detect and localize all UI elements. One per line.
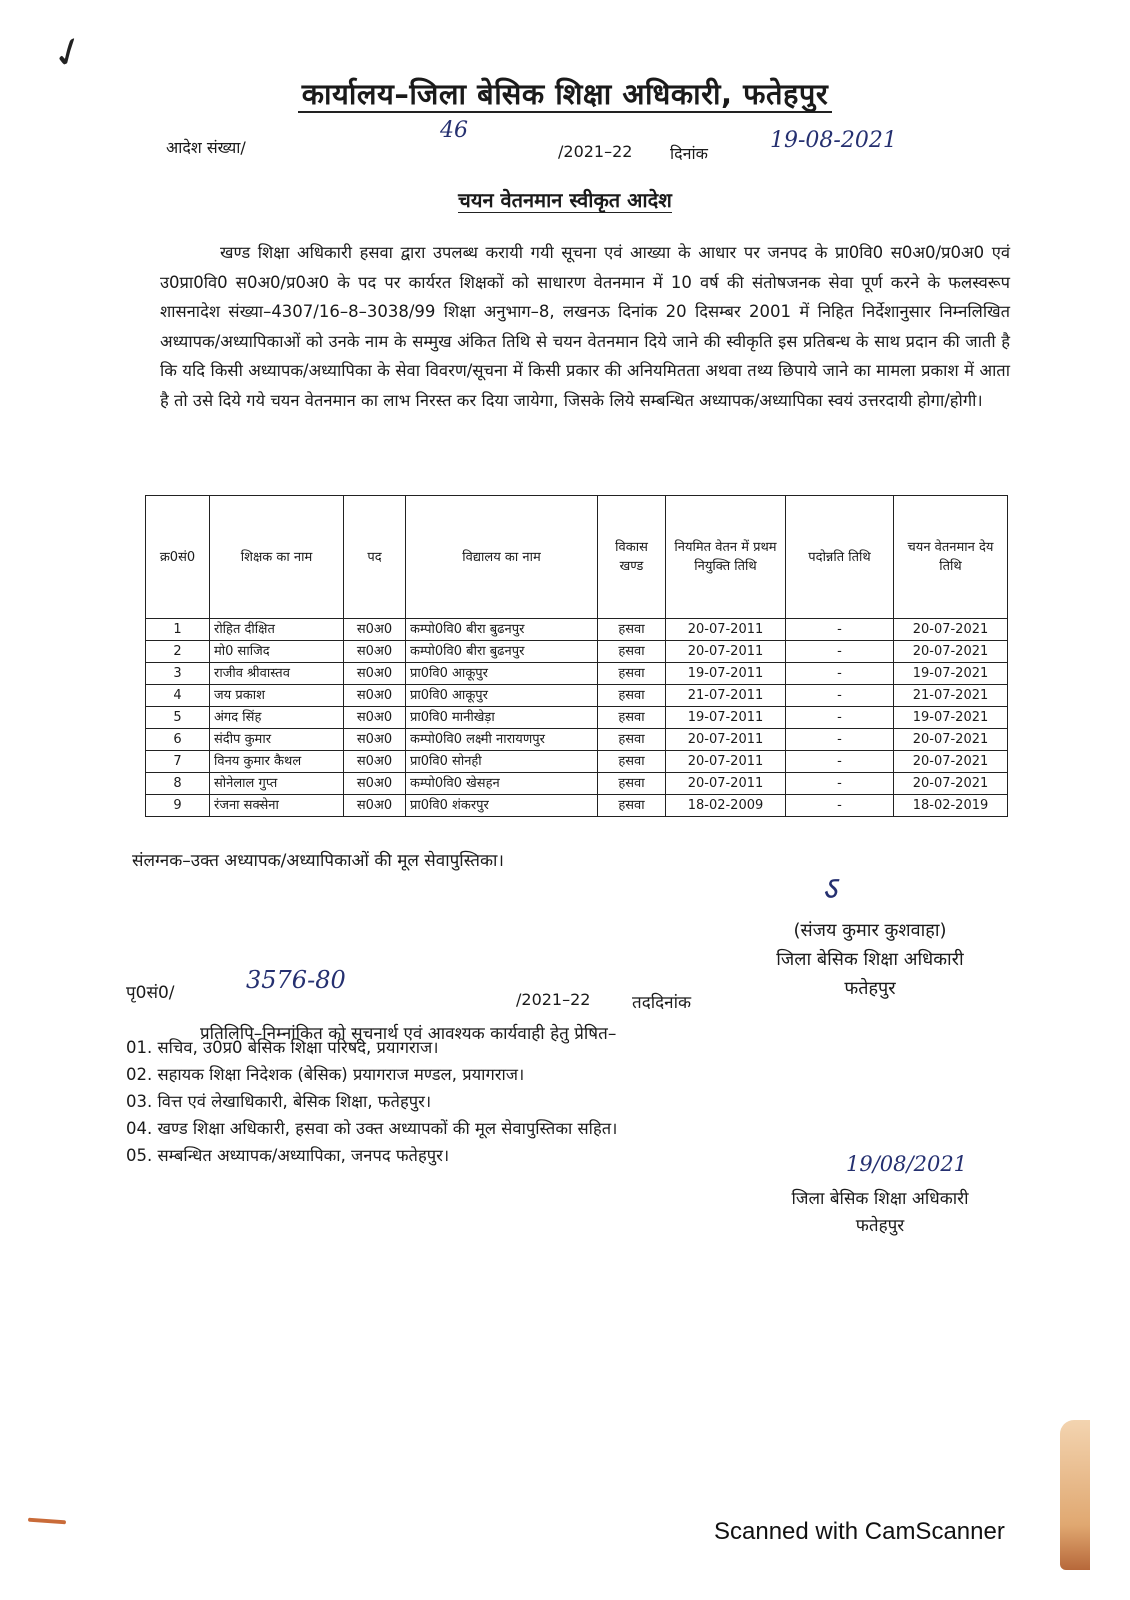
cell-promotion-date: - xyxy=(786,707,894,729)
order-date: 19-08-2021 xyxy=(770,128,897,153)
cell-post: स0अ0 xyxy=(344,707,406,729)
cell-appointment-date: 20-07-2011 xyxy=(666,773,786,795)
cell-school-name: कम्पो0वि0 बीरा बुढनपुर xyxy=(406,619,598,641)
cell-serial: 4 xyxy=(146,685,210,707)
cell-serial: 1 xyxy=(146,619,210,641)
table-row xyxy=(146,751,1008,773)
copy-number-label: पृ0सं0/ xyxy=(126,983,175,1003)
cell-appointment-date: 20-07-2011 xyxy=(666,751,786,773)
copy-number: 3576-80 xyxy=(246,966,346,994)
cell-selection-grade-date: 20-07-2021 xyxy=(894,729,1008,751)
copy-year: /2021–22 xyxy=(516,990,591,1009)
cell-appointment-date: 21-07-2011 xyxy=(666,685,786,707)
table-row xyxy=(146,685,1008,707)
order-date-label: दिनांक xyxy=(670,144,708,163)
cell-school-name: प्रा0वि0 मानीखेड़ा xyxy=(406,707,598,729)
table-row xyxy=(146,641,1008,663)
cell-teacher-name: अंगद सिंह xyxy=(210,707,344,729)
cell-teacher-name: राजीव श्रीवास्तव xyxy=(210,663,344,685)
cell-school-name: कम्पो0वि0 खेसहन xyxy=(406,773,598,795)
copy-intro: प्रतिलिपि–निम्नांकित को सूचनार्थ एवं आवश्यक कार्यवाही हेतु प्रेषित– xyxy=(200,1024,617,1044)
signatory-name: (संजय कुमार कुशवाहा) xyxy=(793,920,947,941)
body-paragraph: खण्ड शिक्षा अधिकारी हसवा द्वारा उपलब्ध करायी गयी सूचना एवं आख्या के आधार पर जनपद के प्रा0वि0 स0अ0/प्र0अ0 एवं उ0प्रा0वि0 स0अ0/प्र0अ0 के पद पर कार्यरत शिक्षकों को साधारण वेतनमान में 10 वर्ष की संतोषजनक सेवा पूर्ण करने के फलस्वरूप शासनादेश संख्या–4307/16–8–3038/99 शिक्षा अनुभाग–8, लखनऊ दिनांक 20 दिसम्बर 2001 में निहित निर्देशानुसार निम्नलिखित अध्यापक/अध्यापिकाओं को उनके नाम के सम्मुख अंकित तिथि से चयन वेतनमान दिये जाने की स्वीकृति इस प्रतिबन्ध के साथ प्रदान की जाती है कि यदि किसी अध्यापक/अध्यापिका के सेवा विवरण/सूचना में किसी प्रकार की अनियमितता अथवा तथ्य छिपाये जाने का मामला प्रकाश में आता है तो उसे दिये गये चयन वेतनमान का लाभ निरस्त कर दिया जायेगा, जिसके लिये सम्बन्धित अध्यापक/अध्यापिका स्वयं उत्तरदायी होगा/होगी। xyxy=(160,243,1010,410)
cell-block: हसवा xyxy=(598,619,666,641)
cell-selection-grade-date: 20-07-2021 xyxy=(894,751,1008,773)
cell-appointment-date: 18-02-2009 xyxy=(666,795,786,817)
table-row xyxy=(146,663,1008,685)
cell-school-name: प्रा0वि0 शंकरपुर xyxy=(406,795,598,817)
cell-promotion-date: - xyxy=(786,773,894,795)
cell-selection-grade-date: 19-07-2021 xyxy=(894,663,1008,685)
cell-appointment-date: 19-07-2011 xyxy=(666,707,786,729)
cell-serial: 6 xyxy=(146,729,210,751)
cell-block: हसवा xyxy=(598,685,666,707)
cell-selection-grade-date: 18-02-2019 xyxy=(894,795,1008,817)
cell-post: स0अ0 xyxy=(344,663,406,685)
cell-promotion-date: - xyxy=(786,685,894,707)
table-row xyxy=(146,707,1008,729)
table-row xyxy=(146,773,1008,795)
col-teacher-name: शिक्षक का नाम xyxy=(210,496,344,619)
cell-block: हसवा xyxy=(598,795,666,817)
col-post: पद xyxy=(344,496,406,619)
cell-promotion-date: - xyxy=(786,663,894,685)
cell-teacher-name: रोहित दीक्षित xyxy=(210,619,344,641)
cell-teacher-name: विनय कुमार कैथल xyxy=(210,751,344,773)
col-school-name: विद्यालय का नाम xyxy=(406,496,598,619)
order-year: /2021–22 xyxy=(558,142,633,161)
cell-block: हसवा xyxy=(598,773,666,795)
cell-serial: 9 xyxy=(146,795,210,817)
cell-block: हसवा xyxy=(598,641,666,663)
page-edge-mark xyxy=(28,1518,66,1525)
signatory-designation: जिला बेसिक शिक्षा अधिकारी xyxy=(776,949,964,970)
cell-block: हसवा xyxy=(598,751,666,773)
table-row xyxy=(146,729,1008,751)
office-title: कार्यालय–जिला बेसिक शिक्षा अधिकारी, फतेहपुर xyxy=(0,74,1130,113)
cell-appointment-date: 19-07-2011 xyxy=(666,663,786,685)
cell-teacher-name: जय प्रकाश xyxy=(210,685,344,707)
cell-post: स0अ0 xyxy=(344,795,406,817)
cell-school-name: प्रा0वि0 सोनही xyxy=(406,751,598,773)
copy-recipient-list xyxy=(126,1034,886,1169)
cell-appointment-date: 20-07-2011 xyxy=(666,619,786,641)
subject-heading: चयन वेतनमान स्वीकृत आदेश xyxy=(458,188,672,212)
cell-school-name: कम्पो0वि0 लक्ष्मी नारायणपुर xyxy=(406,729,598,751)
teacher-table xyxy=(145,495,1008,817)
check-mark-icon: ✓ xyxy=(45,25,93,81)
col-block: विकास खण्ड xyxy=(598,496,666,619)
cell-selection-grade-date: 20-07-2021 xyxy=(894,773,1008,795)
cell-serial: 3 xyxy=(146,663,210,685)
cell-post: स0अ0 xyxy=(344,773,406,795)
cell-teacher-name: रंजना सक्सेना xyxy=(210,795,344,817)
cell-promotion-date: - xyxy=(786,795,894,817)
list-item: 03. वित्त एवं लेखाधिकारी, बेसिक शिक्षा, फतेहपुर। xyxy=(126,1092,432,1111)
cell-promotion-date: - xyxy=(786,619,894,641)
table-row xyxy=(146,795,1008,817)
cell-serial: 8 xyxy=(146,773,210,795)
copy-signature-block xyxy=(760,1186,1000,1240)
scanner-watermark: Scanned with CamScanner xyxy=(714,1518,1005,1545)
cell-teacher-name: संदीप कुमार xyxy=(210,729,344,751)
cell-block: हसवा xyxy=(598,707,666,729)
cell-selection-grade-date: 20-07-2021 xyxy=(894,641,1008,663)
cell-promotion-date: - xyxy=(786,729,894,751)
cell-post: स0अ0 xyxy=(344,619,406,641)
list-item: 02. सहायक शिक्षा निदेशक (बेसिक) प्रयागराज मण्डल, प्रयागराज। xyxy=(126,1065,525,1084)
signature-initial: ऽ xyxy=(822,869,837,907)
signature-block xyxy=(745,916,995,1003)
table-row xyxy=(146,619,1008,641)
col-promotion-date: पदोन्नति तिथि xyxy=(786,496,894,619)
copy-signatory-designation: जिला बेसिक शिक्षा अधिकारी xyxy=(791,1189,969,1209)
order-number: 46 xyxy=(440,118,468,143)
list-item: 04. खण्ड शिक्षा अधिकारी, हसवा को उक्त अध्यापकों की मूल सेवापुस्तिका सहित। xyxy=(126,1119,618,1138)
col-selection-grade-date: चयन वेतनमान देय तिथि xyxy=(894,496,1008,619)
cell-block: हसवा xyxy=(598,663,666,685)
cell-appointment-date: 20-07-2011 xyxy=(666,729,786,751)
list-item: 05. सम्बन्धित अध्यापक/अध्यापिका, जनपद फतेहपुर। xyxy=(126,1146,450,1165)
cell-serial: 7 xyxy=(146,751,210,773)
cell-school-name: प्रा0वि0 आकूपुर xyxy=(406,685,598,707)
cell-school-name: कम्पो0वि0 बीरा बुढनपुर xyxy=(406,641,598,663)
handwritten-signature-date: 19/08/2021 xyxy=(846,1152,968,1176)
cell-promotion-date: - xyxy=(786,641,894,663)
cell-post: स0अ0 xyxy=(344,641,406,663)
col-appointment-date: नियमित वेतन में प्रथम नियुक्ति तिथि xyxy=(666,496,786,619)
cell-serial: 5 xyxy=(146,707,210,729)
signatory-place: फतेहपुर xyxy=(844,978,896,999)
copy-date-label: तददिनांक xyxy=(632,993,692,1013)
cell-teacher-name: मो0 साजिद xyxy=(210,641,344,663)
cell-post: स0अ0 xyxy=(344,729,406,751)
cell-teacher-name: सोनेलाल गुप्त xyxy=(210,773,344,795)
cell-post: स0अ0 xyxy=(344,751,406,773)
cell-block: हसवा xyxy=(598,729,666,751)
cell-serial: 2 xyxy=(146,641,210,663)
cell-selection-grade-date: 20-07-2021 xyxy=(894,619,1008,641)
list-item: 01. सचिव, उ0प्र0 बेसिक शिक्षा परिषद, प्रयागराज। xyxy=(126,1038,439,1057)
cell-post: स0अ0 xyxy=(344,685,406,707)
cell-selection-grade-date: 21-07-2021 xyxy=(894,685,1008,707)
cell-school-name: प्रा0वि0 आकूपुर xyxy=(406,663,598,685)
enclosure-note: संलग्नक–उक्त अध्यापक/अध्यापिकाओं की मूल सेवापुस्तिका। xyxy=(132,851,504,871)
cell-promotion-date: - xyxy=(786,751,894,773)
table-header-row xyxy=(146,496,1008,619)
copy-signatory-place: फतेहपुर xyxy=(855,1216,905,1236)
cell-selection-grade-date: 19-07-2021 xyxy=(894,707,1008,729)
page-edge-mark xyxy=(1060,1420,1090,1570)
cell-appointment-date: 20-07-2011 xyxy=(666,641,786,663)
col-serial: क्र0सं0 xyxy=(146,496,210,619)
order-label: आदेश संख्या/ xyxy=(166,138,246,157)
